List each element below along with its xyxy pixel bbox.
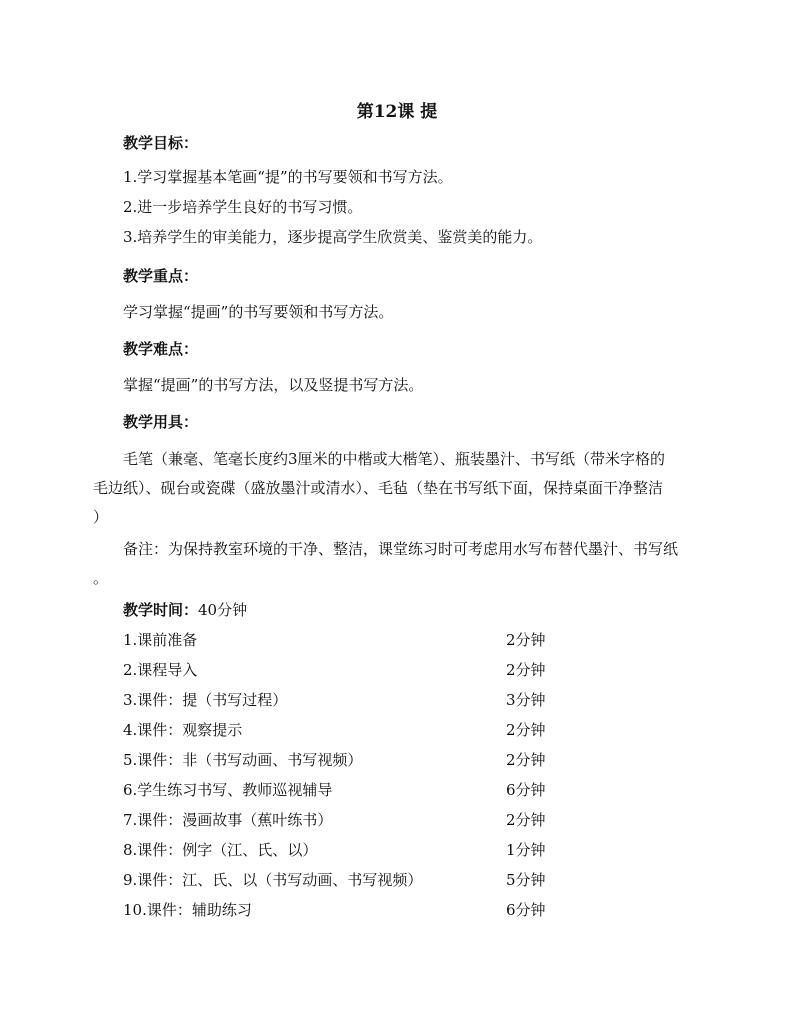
time-step-row bbox=[123, 745, 703, 775]
time-step-row bbox=[123, 805, 703, 835]
time-step-label: 9.课件：江、氏、以（书写动画、书写视频） bbox=[123, 871, 423, 889]
time-step-label: 7.课件：漫画故事（蕉叶练书） bbox=[123, 811, 333, 829]
time-step-duration: 2分钟 bbox=[506, 811, 546, 829]
time-step-label: 1.课前准备 bbox=[123, 631, 198, 649]
time-step-row bbox=[123, 775, 703, 805]
time-step-duration: 6分钟 bbox=[506, 901, 546, 919]
difficulty-heading: 教学难点： bbox=[123, 340, 199, 358]
time-step-row bbox=[123, 895, 703, 925]
time-step-label: 8.课件：例字（江、氏、以） bbox=[123, 841, 318, 859]
time-step-duration: 6分钟 bbox=[506, 781, 546, 799]
time-step-row bbox=[123, 685, 703, 715]
time-step-duration: 2分钟 bbox=[506, 661, 546, 679]
tools-line: ） bbox=[93, 508, 109, 526]
time-step-duration: 2分钟 bbox=[506, 751, 546, 769]
time-step-label: 5.课件：非（书写动画、书写视频） bbox=[123, 751, 363, 769]
difficulty-text: 掌握“提画”的书写方法，以及竖提书写方法。 bbox=[123, 376, 424, 394]
objective-item: 2.进一步培养学生良好的书写习惯。 bbox=[123, 198, 363, 216]
time-step-label: 10.课件：辅助练习 bbox=[123, 901, 252, 919]
time-step-duration: 5分钟 bbox=[506, 871, 546, 889]
time-section bbox=[123, 595, 703, 925]
time-step-row bbox=[123, 865, 703, 895]
time-step-label: 3.课件：提（书写过程） bbox=[123, 691, 288, 709]
tools-line: 毛笔（兼毫、笔毫长度约3厘米的中楷或大楷笔）、瓶装墨汁、书写纸（带米字格的 bbox=[123, 450, 666, 468]
time-heading: 教学时间： bbox=[123, 601, 199, 619]
time-step-row bbox=[123, 715, 703, 745]
key-point-section bbox=[123, 261, 703, 327]
note-line: 。 bbox=[93, 569, 109, 587]
tools-line: 毛边纸）、砚台或瓷碟（盛放墨汁或清水）、毛毡（垫在书写纸下面，保持桌面干净整洁 bbox=[93, 479, 664, 497]
tools-heading: 教学用具： bbox=[123, 413, 199, 431]
tools-note bbox=[93, 535, 713, 593]
objectives-section bbox=[123, 128, 703, 252]
time-step-duration: 1分钟 bbox=[506, 841, 546, 859]
note-line: 备注：为保持教室环境的干净、整洁，课堂练习时可考虑用水写布替代墨汁、书写纸 bbox=[123, 540, 679, 558]
time-step-row bbox=[123, 625, 703, 655]
difficulty-section bbox=[123, 334, 703, 400]
key-point-heading: 教学重点： bbox=[123, 267, 199, 285]
time-step-duration: 2分钟 bbox=[506, 721, 546, 739]
time-step-row bbox=[123, 835, 703, 865]
tools-heading-block bbox=[123, 407, 703, 437]
key-point-text: 学习掌握“提画”的书写要领和书写方法。 bbox=[123, 303, 394, 321]
time-step-label: 2.课程导入 bbox=[123, 661, 198, 679]
time-step-label: 6.学生练习书写、教师巡视辅导 bbox=[123, 781, 333, 799]
time-step-row bbox=[123, 655, 703, 685]
objective-item: 3.培养学生的审美能力，逐步提高学生欣赏美、鉴赏美的能力。 bbox=[123, 228, 543, 246]
time-step-duration: 2分钟 bbox=[506, 631, 546, 649]
lesson-title: 第12课 提 bbox=[356, 102, 438, 122]
time-total: 40分钟 bbox=[198, 601, 248, 619]
time-step-label: 4.课件：观察提示 bbox=[123, 721, 243, 739]
time-step-duration: 3分钟 bbox=[506, 691, 546, 709]
objectives-heading: 教学目标： bbox=[123, 134, 199, 152]
tools-paragraph bbox=[93, 445, 713, 532]
objective-item: 1.学习掌握基本笔画“提”的书写要领和书写方法。 bbox=[123, 168, 453, 186]
time-steps-list bbox=[123, 625, 703, 925]
